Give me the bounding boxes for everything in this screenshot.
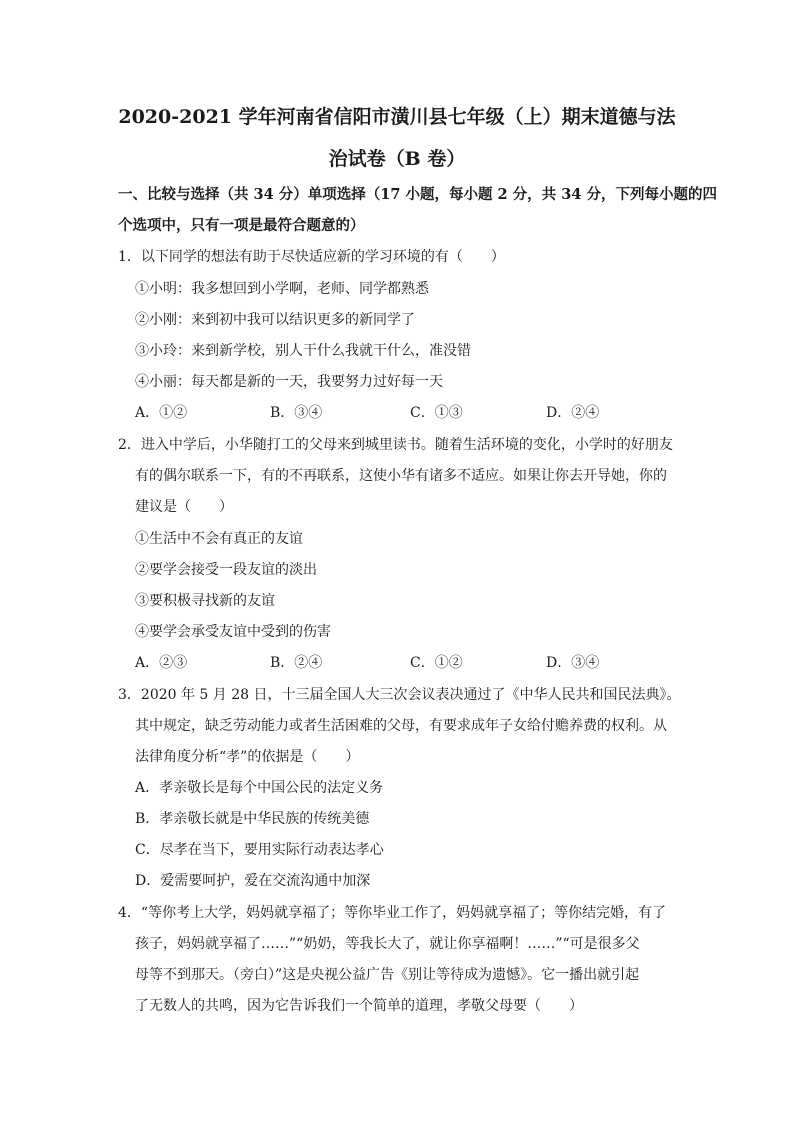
question-2-option-b: B．②④: [270, 655, 323, 671]
question-3-option-a: A．孝亲敬长是每个中国公民的法定义务: [135, 780, 384, 796]
question-2-item-1: ①生活中不会有真正的友谊: [135, 531, 303, 547]
question-1-option-d: D．②④: [546, 405, 600, 421]
question-1-option-c: C．①③: [410, 405, 463, 421]
question-1-item-3: ③小玲：来到新学校，别人干什么我就干什么，准没错: [135, 343, 471, 359]
question-4-stem-line-2: 孩子，妈妈就享福了……”“奶奶，等我长大了，就让你享福啊！……”“可是很多父: [135, 936, 640, 952]
question-2-option-a: A．②③: [135, 655, 188, 671]
question-3-option-c: C．尽孝在当下，要用实际行动表达孝心: [135, 842, 384, 858]
question-1-option-b: B．③④: [270, 405, 323, 421]
question-1-item-2: ②小刚：来到初中我可以结识更多的新同学了: [135, 312, 415, 328]
question-3-option-d: D．爱需要呵护，爱在交流沟通中加深: [135, 873, 371, 889]
question-3-stem-line-3: 法律角度分析“孝”的依据是（ ）: [135, 749, 360, 765]
question-2-item-4: ④要学会承受友谊中受到的伤害: [135, 624, 331, 640]
question-1-item-1: ①小明：我多想回到小学啊，老师、同学都熟悉: [135, 281, 429, 297]
question-2-item-3: ③要积极寻找新的友谊: [135, 593, 275, 609]
question-3-option-b: B．孝亲敬长就是中华民族的传统美德: [135, 811, 370, 827]
section-heading-line-1: 一、比较与选择（共 34 分）单项选择（17 小题，每小题 2 分，共 34 分，下列每小题的四: [118, 186, 717, 203]
question-2-item-2: ②要学会接受一段友谊的淡出: [135, 562, 317, 578]
exam-title-line-2: 治试卷（B 卷）: [328, 148, 466, 170]
question-4-stem-line-4: 了无数人的共鸣，因为它告诉我们一个简单的道理，孝敬父母要（ ）: [135, 998, 583, 1014]
question-1-item-4: ④小丽：每天都是新的一天，我要努力过好每一天: [135, 374, 443, 390]
question-3-stem-line-1: 3．2020 年 5 月 28 日，十三届全国人大三次会议表决通过了《中华人民共和国民法典》。: [118, 687, 681, 703]
question-1-option-a: A．①②: [135, 405, 188, 421]
question-2-stem-line-2: 有的偶尔联系一下，有的不再联系，这使小华有诸多不适应。如果让你去开导她，你的: [135, 468, 667, 484]
question-3-stem-line-2: 其中规定，缺乏劳动能力或者生活困难的父母，有要求成年子女给付赡养费的权利。从: [135, 718, 667, 734]
question-2-option-d: D．③④: [546, 655, 600, 671]
question-2-stem-line-3: 建议是（ ）: [135, 499, 233, 515]
question-1-stem: 1．以下同学的想法有助于尽快适应新的学习环境的有（ ）: [118, 249, 505, 265]
section-heading-line-2: 个选项中，只有一项是最符合题意的）: [118, 217, 365, 234]
question-2-stem-line-1: 2．进入中学后，小华随打工的父母来到城里读书。随着生活环境的变化，小学时的好朋友: [118, 437, 673, 453]
exam-title-line-1: 2020-2021 学年河南省信阳市潢川县七年级（上）期末道德与法: [118, 106, 676, 128]
question-4-stem-line-3: 母等不到那天。（旁白）”这是央视公益广告《别让等待成为遗憾》。它一播出就引起: [135, 967, 640, 983]
question-2-option-c: C．①②: [410, 655, 463, 671]
question-4-stem-line-1: 4．“等你考上大学，妈妈就享福了；等你毕业工作了，妈妈就享福了；等你结完婚，有了: [118, 905, 667, 921]
